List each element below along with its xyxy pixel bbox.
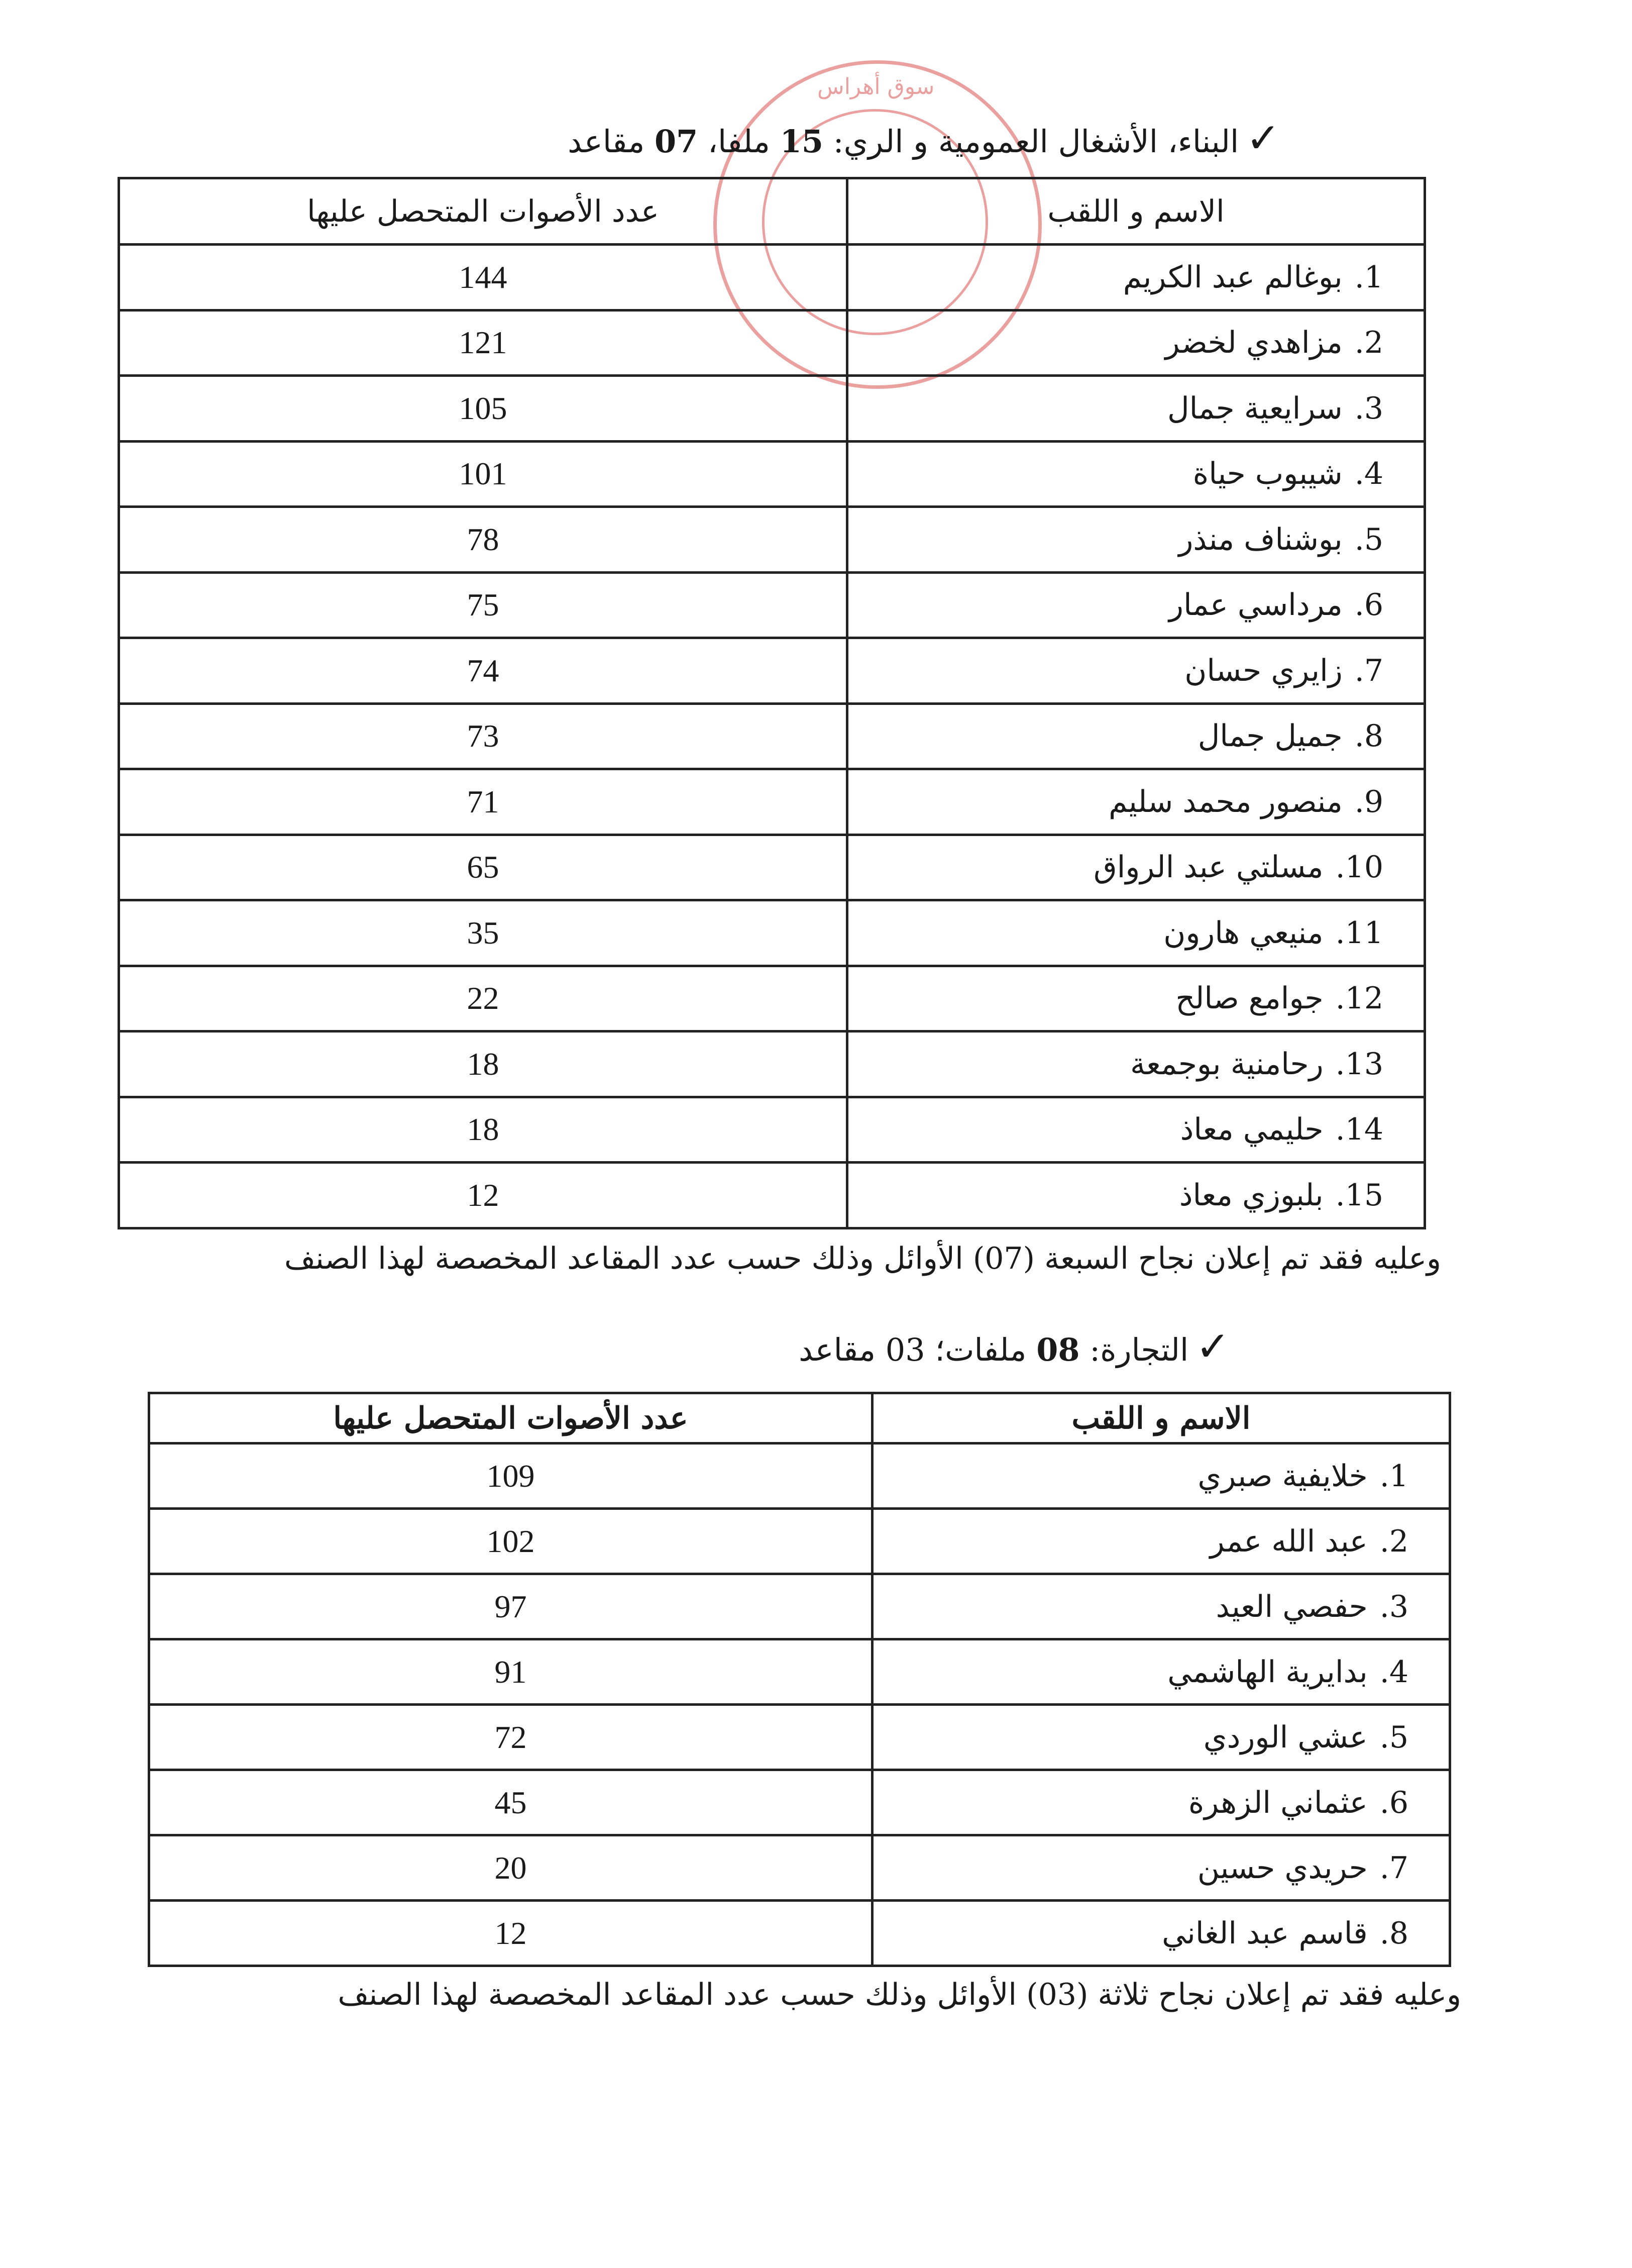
vote-count-cell: 109	[149, 1444, 873, 1509]
candidate-name-cell	[873, 1639, 1450, 1705]
candidate-name: حريدي حسين	[1197, 1850, 1368, 1886]
row-number: 13.	[1335, 1046, 1383, 1082]
row-number: 3.	[1379, 1589, 1408, 1624]
vote-count-cell: 45	[149, 1770, 873, 1835]
candidate-name-cell	[847, 572, 1425, 638]
votes-column-header: عدد الأصوات المتحصل عليها	[119, 178, 847, 245]
table-row	[119, 703, 1425, 769]
candidate-name-cell	[847, 1163, 1425, 1228]
section2-files-label: ملفات؛	[935, 1331, 1027, 1368]
table-row	[119, 376, 1425, 442]
vote-count-cell: 72	[149, 1705, 873, 1770]
section1-seats-count: 07	[655, 123, 698, 160]
candidate-name-cell	[847, 1032, 1425, 1097]
table-row	[149, 1444, 1450, 1509]
table-row	[119, 441, 1425, 507]
candidate-name-cell	[847, 376, 1425, 442]
row-number: 12.	[1335, 981, 1383, 1016]
row-number: 15.	[1335, 1177, 1383, 1213]
section1-title: البناء، الأشغال العمومية و الري:	[833, 123, 1239, 160]
table-row	[119, 1032, 1425, 1097]
candidate-name: خلايفية صبري	[1198, 1458, 1368, 1494]
candidate-name: مرداسي عمار	[1169, 587, 1343, 623]
table-row	[119, 1097, 1425, 1163]
section2-title: التجارة:	[1090, 1331, 1189, 1368]
candidate-name-cell	[847, 900, 1425, 966]
candidate-name: حليمي معاذ	[1180, 1112, 1324, 1148]
section1-files-label: ملفا،	[708, 123, 771, 160]
row-number: 5.	[1379, 1719, 1408, 1755]
candidate-name-cell	[873, 1574, 1450, 1639]
table-header-row	[149, 1393, 1450, 1444]
checkmark-icon: ✓	[1195, 1323, 1230, 1371]
vote-count-cell: 74	[119, 638, 847, 704]
stamp-text: سوق أهراس	[817, 74, 935, 99]
vote-count-cell: 22	[119, 966, 847, 1032]
row-number: 3.	[1354, 390, 1383, 426]
vote-count-cell: 78	[119, 507, 847, 573]
row-number: 8.	[1379, 1915, 1408, 1951]
candidate-name-cell	[873, 1509, 1450, 1574]
votes-column-header: عدد الأصوات المتحصل عليها	[149, 1393, 873, 1444]
row-number: 2.	[1379, 1523, 1408, 1559]
table-row	[149, 1770, 1450, 1835]
row-number: 6.	[1354, 587, 1383, 623]
table-row	[119, 638, 1425, 704]
vote-count-cell: 97	[149, 1574, 873, 1639]
candidate-name-cell	[847, 769, 1425, 835]
candidate-name: عشي الوردي	[1203, 1719, 1368, 1755]
candidate-name: منصور محمد سليم	[1109, 784, 1343, 819]
row-number: 9.	[1354, 784, 1383, 819]
candidate-name: مسلتي عبد الرواق	[1094, 850, 1324, 885]
vote-count-cell: 121	[119, 310, 847, 376]
vote-count-cell: 101	[119, 441, 847, 507]
row-number: 7.	[1354, 653, 1383, 688]
row-number: 2.	[1354, 325, 1383, 361]
vote-count-cell: 102	[149, 1509, 873, 1574]
vote-count-cell: 35	[119, 900, 847, 966]
candidate-name: شيبوب حياة	[1192, 456, 1343, 492]
table-row	[119, 900, 1425, 966]
row-number: 7.	[1379, 1850, 1408, 1886]
row-number: 1.	[1379, 1458, 1408, 1494]
candidate-name-cell	[847, 245, 1425, 311]
candidate-name-cell	[847, 835, 1425, 900]
candidate-name-cell	[847, 638, 1425, 704]
candidate-name-cell	[847, 1097, 1425, 1163]
candidate-name: حفصي العيد	[1216, 1589, 1368, 1624]
row-number: 6.	[1379, 1785, 1408, 1820]
vote-count-cell: 75	[119, 572, 847, 638]
candidate-name: رحامنية بوجمعة	[1130, 1046, 1324, 1082]
candidate-name-cell	[873, 1835, 1450, 1901]
candidate-name: قاسم عبد الغاني	[1162, 1915, 1368, 1951]
candidate-name: بوغالم عبد الكريم	[1123, 259, 1343, 295]
table-row	[149, 1574, 1450, 1639]
name-column-header: الاسم و اللقب	[847, 178, 1425, 245]
candidate-name-cell	[847, 441, 1425, 507]
row-number: 14.	[1335, 1112, 1383, 1148]
section2-seats-count: 03	[885, 1331, 925, 1368]
vote-count-cell: 12	[149, 1901, 873, 1966]
candidate-name-cell	[847, 310, 1425, 376]
table-header-row	[119, 178, 1425, 245]
table-row	[149, 1639, 1450, 1705]
section2-heading	[799, 1323, 1230, 1371]
section2-results-table	[148, 1392, 1451, 1967]
table-row	[119, 966, 1425, 1032]
table-row	[119, 835, 1425, 900]
row-number: 10.	[1335, 850, 1383, 885]
vote-count-cell: 144	[119, 245, 847, 311]
candidate-name: عثماني الزهرة	[1188, 1785, 1368, 1820]
candidate-name: مزاهدي لخضر	[1165, 325, 1343, 361]
row-number: 4.	[1354, 456, 1383, 492]
section2-conclusion: وعليه فقد تم إعلان نجاح ثلاثة (03) الأوائل وذلك حسب عدد المقاعد المخصصة لهذا الصنف	[338, 1977, 1461, 2012]
table-row	[119, 310, 1425, 376]
table-row	[149, 1509, 1450, 1574]
vote-count-cell: 73	[119, 703, 847, 769]
section1-heading	[568, 115, 1280, 162]
vote-count-cell: 18	[119, 1097, 847, 1163]
checkmark-icon: ✓	[1246, 115, 1280, 162]
candidate-name-cell	[873, 1901, 1450, 1966]
candidate-name: عبد الله عمر	[1210, 1523, 1368, 1559]
candidate-name-cell	[873, 1770, 1450, 1835]
candidate-name-cell	[873, 1705, 1450, 1770]
candidate-name: بلبوزي معاذ	[1179, 1177, 1324, 1213]
candidate-name: جوامع صالح	[1175, 981, 1324, 1016]
table-row	[119, 769, 1425, 835]
table-row	[149, 1705, 1450, 1770]
candidate-name: بدايرية الهاشمي	[1167, 1654, 1368, 1690]
section1-files-count: 15	[780, 123, 824, 160]
vote-count-cell: 18	[119, 1032, 847, 1097]
name-column-header: الاسم و اللقب	[873, 1393, 1450, 1444]
candidate-name: سرايعية جمال	[1167, 390, 1343, 426]
vote-count-cell: 20	[149, 1835, 873, 1901]
vote-count-cell: 12	[119, 1163, 847, 1228]
candidate-name: منيعي هارون	[1163, 915, 1324, 951]
candidate-name-cell	[847, 507, 1425, 573]
section1-seats-label: مقاعد	[568, 123, 645, 160]
row-number: 4.	[1379, 1654, 1408, 1690]
vote-count-cell: 91	[149, 1639, 873, 1705]
candidate-name-cell	[847, 703, 1425, 769]
table-row	[119, 572, 1425, 638]
candidate-name-cell	[873, 1444, 1450, 1509]
section1-results-table	[118, 177, 1426, 1229]
row-number: 1.	[1354, 259, 1383, 295]
candidate-name: جميل جمال	[1198, 718, 1343, 754]
vote-count-cell: 71	[119, 769, 847, 835]
table-row	[119, 507, 1425, 573]
table-row	[149, 1901, 1450, 1966]
candidate-name: زايري حسان	[1184, 653, 1343, 688]
section1-conclusion: وعليه فقد تم إعلان نجاح السبعة (07) الأوائل وذلك حسب عدد المقاعد المخصصة لهذا الصنف	[284, 1241, 1441, 1276]
vote-count-cell: 65	[119, 835, 847, 900]
candidate-name-cell	[847, 966, 1425, 1032]
section2-files-count: 08	[1036, 1331, 1080, 1368]
row-number: 11.	[1335, 915, 1383, 951]
table-row	[149, 1835, 1450, 1901]
table-row	[119, 245, 1425, 311]
vote-count-cell: 105	[119, 376, 847, 442]
candidate-name: بوشناف منذر	[1178, 522, 1343, 557]
section2-seats-label: مقاعد	[799, 1331, 876, 1368]
row-number: 8.	[1354, 718, 1383, 754]
row-number: 5.	[1354, 522, 1383, 557]
table-row	[119, 1163, 1425, 1228]
